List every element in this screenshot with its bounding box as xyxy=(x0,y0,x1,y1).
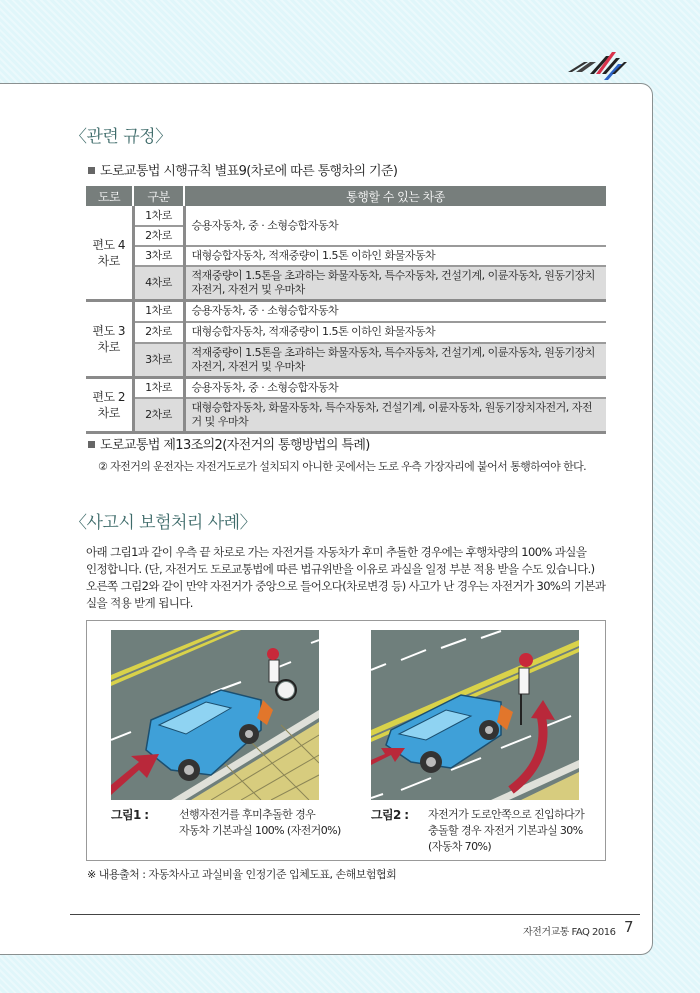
vehicles-cell: 승용자동차, 중 · 소형승합자동차 xyxy=(184,301,606,322)
table-row xyxy=(86,301,606,322)
table-row xyxy=(86,322,606,343)
law-heading xyxy=(88,434,370,453)
lane-cell: 3차로 xyxy=(133,343,184,378)
figures-box xyxy=(86,620,606,861)
col-header-road: 도로 xyxy=(86,186,133,206)
figure-2-illustration xyxy=(371,630,579,800)
figure-1-label: 그림1 : xyxy=(111,808,149,822)
footer-title: 자전거교통 FAQ 2016 xyxy=(523,927,616,938)
figure-1-illustration xyxy=(111,630,319,800)
table-row xyxy=(86,343,606,378)
table-heading-text: 도로교통법 시행규칙 별표9(차로에 따른 통행차의 기준) xyxy=(100,164,398,179)
caption-line: 자전거가 도로안쪽으로 진입하다가 xyxy=(428,808,585,821)
table-row xyxy=(86,266,606,301)
vehicles-cell: 승용자동차, 중 · 소형승합자동차 xyxy=(184,206,606,246)
footer-divider xyxy=(70,914,640,915)
paragraph-line: 아래 그림1과 같이 우측 끝 차로로 가는 자전거를 자동차가 후미 추돌한 경우에는 후행차량의 100% 과실을 xyxy=(86,545,587,559)
vehicles-cell: 대형승합자동차, 적재중량이 1.5톤 이하인 화물자동차 xyxy=(184,322,606,343)
col-header-lane: 구분 xyxy=(133,186,184,206)
explanation-paragraph xyxy=(86,544,611,612)
section-title-insurance-cases: 〈사고시 보험처리 사례〉 xyxy=(70,513,257,533)
lane-vehicle-table xyxy=(86,186,606,434)
publication-logo xyxy=(566,48,628,80)
vehicles-cell: 대형승합자동차, 화물자동차, 특수자동차, 건설기계, 이륜자동차, 원동기장치자전거, 자전거 및 우마차 xyxy=(184,398,606,433)
col-header-vehicles: 통행할 수 있는 차종 xyxy=(184,186,606,206)
paragraph-line: 실을 적용 받게 됩니다. xyxy=(86,596,193,610)
lane-change-collision-illustration-icon xyxy=(371,630,579,800)
vehicles-cell: 적재중량이 1.5톤을 초과하는 화물자동차, 특수자동차, 건설기계, 이륜자동차, 원동기장치자전거, 자전거 및 우마차 xyxy=(184,266,606,301)
lane-cell: 2차로 xyxy=(133,226,184,246)
caption-line: 충돌할 경우 자전거 기본과실 30% xyxy=(428,824,583,837)
page-number: 7 xyxy=(624,918,634,936)
caption-line: (자동차 70%) xyxy=(428,840,492,853)
lane-cell: 1차로 xyxy=(133,206,184,226)
road-cell: 편도 2차로 xyxy=(86,377,133,433)
table-row xyxy=(86,398,606,433)
table-row xyxy=(86,206,606,226)
section-title-related-rules: 〈관련 규정〉 xyxy=(70,127,172,147)
lane-cell: 4차로 xyxy=(133,266,184,301)
vehicles-cell: 승용자동차, 중 · 소형승합자동차 xyxy=(184,377,606,398)
square-bullet-icon xyxy=(88,441,95,448)
caption-line: 자동차 기본과실 100% (자전거0%) xyxy=(179,824,341,837)
paragraph-line: 인정합니다. (단, 자전거도 도로교통법에 따른 법규위반을 이유로 과실을 일정 부분 적용 받을 수도 있습니다.) xyxy=(86,562,595,576)
stripes-logo-icon xyxy=(566,48,628,80)
table-row xyxy=(86,377,606,398)
rear-end-collision-illustration-icon xyxy=(111,630,319,800)
law-heading-text: 도로교통법 제13조의2(자전거의 통행방법의 특례) xyxy=(100,438,370,453)
square-bullet-icon xyxy=(88,167,95,174)
law-text: ② 자전거의 운전자는 자전거도로가 설치되지 아니한 곳에서는 도로 우측 가장자리에 붙어서 통행하여야 한다. xyxy=(98,460,587,473)
figure-2-label: 그림2 : xyxy=(371,808,409,822)
caption-line: 선행자전거를 후미추돌한 경우 xyxy=(179,808,316,821)
lane-cell: 2차로 xyxy=(133,322,184,343)
vehicles-cell: 적재중량이 1.5톤을 초과하는 화물자동차, 특수자동차, 건설기계, 이륜자동차, 원동기장치자전거, 자전거 및 우마차 xyxy=(184,343,606,378)
lane-cell: 1차로 xyxy=(133,377,184,398)
table-heading xyxy=(88,160,397,179)
lane-cell: 3차로 xyxy=(133,246,184,266)
vehicles-cell: 대형승합자동차, 적재중량이 1.5톤 이하인 화물자동차 xyxy=(184,246,606,266)
lane-cell: 2차로 xyxy=(133,398,184,433)
lane-cell: 1차로 xyxy=(133,301,184,322)
paragraph-line: 오른쪽 그림2와 같이 만약 자전거가 중앙으로 들어오다(차로변경 등) 사고가 난 경우는 자전거가 30%의 기본과 xyxy=(86,579,606,593)
table-row xyxy=(86,246,606,266)
road-cell: 편도 3차로 xyxy=(86,301,133,378)
road-cell: 편도 4차로 xyxy=(86,206,133,301)
source-note: ※ 내용출처 : 자동차사고 과실비율 인정기준 입체도표, 손해보험협회 xyxy=(87,868,397,881)
